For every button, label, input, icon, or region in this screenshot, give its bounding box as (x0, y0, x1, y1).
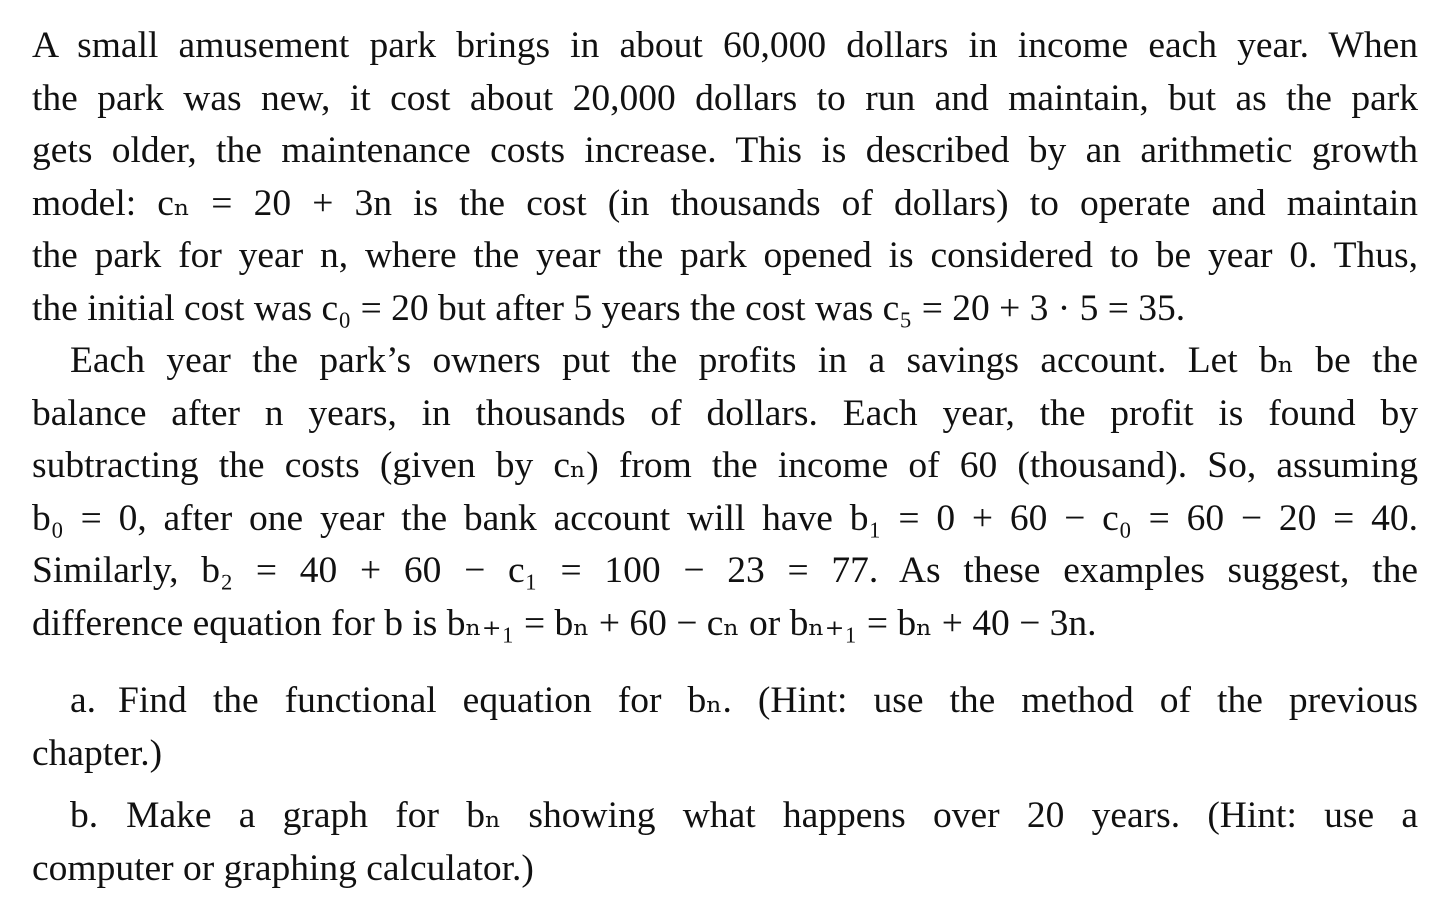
part-a-text: Find the functional equation for bₙ. (Hint: use the method of the previous (118, 680, 1418, 721)
part-b-text: Make a graph for bₙ showing what happens over 20 years. (Hint: use a (126, 795, 1418, 836)
text-line: the initial cost was c₀ = 20 but after 5 years the cost was c₅ = 20 + 3 · 5 = 35. (32, 287, 1186, 329)
text-line: gets older, the maintenance costs increase. This is described by an arithmetic growth (32, 130, 1418, 171)
text-line: A small amusement park brings in about 60,000 dollars in income each year. When (32, 25, 1418, 66)
part-a-continuation: chapter.) (32, 732, 163, 774)
problem-text (32, 20, 1418, 895)
part-b-line (32, 790, 1418, 843)
spacer (32, 780, 1418, 790)
paragraph-savings (32, 335, 1418, 650)
text-line: the park for year n, where the year the park opened is considered to be year 0. Thus, (32, 235, 1418, 276)
part-b (32, 790, 1418, 895)
text-line: balance after n years, in thousands of dollars. Each year, the profit is found by (32, 392, 1418, 434)
text-line: subtracting the costs (given by cₙ) from the income of 60 (thousand). So, assuming (32, 445, 1418, 486)
part-a-line (32, 675, 1418, 728)
text-line: Each year the park’s owners put the profits in a savings account. Let bₙ be the (70, 340, 1418, 381)
text-line: difference equation for b is bₙ₊₁ = bₙ + 60 − cₙ or bₙ₊₁ = bₙ + 40 − 3n. (32, 602, 1097, 644)
text-line: model: cₙ = 20 + 3n is the cost (in thousands of dollars) to operate and maintain (32, 182, 1418, 224)
text-line: Similarly, b₂ = 40 + 60 − c₁ = 100 − 23 = 77. As these examples suggest, the (32, 550, 1418, 591)
part-b-label: b. (70, 795, 99, 836)
part-b-continuation: computer or graphing calculator.) (32, 847, 534, 889)
spacer (32, 650, 1418, 675)
text-line: b₀ = 0, after one year the bank account will have b₁ = 0 + 60 − c₀ = 60 − 20 = 40. (32, 497, 1418, 539)
text-line: the park was new, it cost about 20,000 dollars to run and maintain, but as the park (32, 77, 1418, 119)
part-a (32, 675, 1418, 780)
paragraph-intro (32, 20, 1418, 335)
part-a-label: a. (70, 680, 97, 721)
